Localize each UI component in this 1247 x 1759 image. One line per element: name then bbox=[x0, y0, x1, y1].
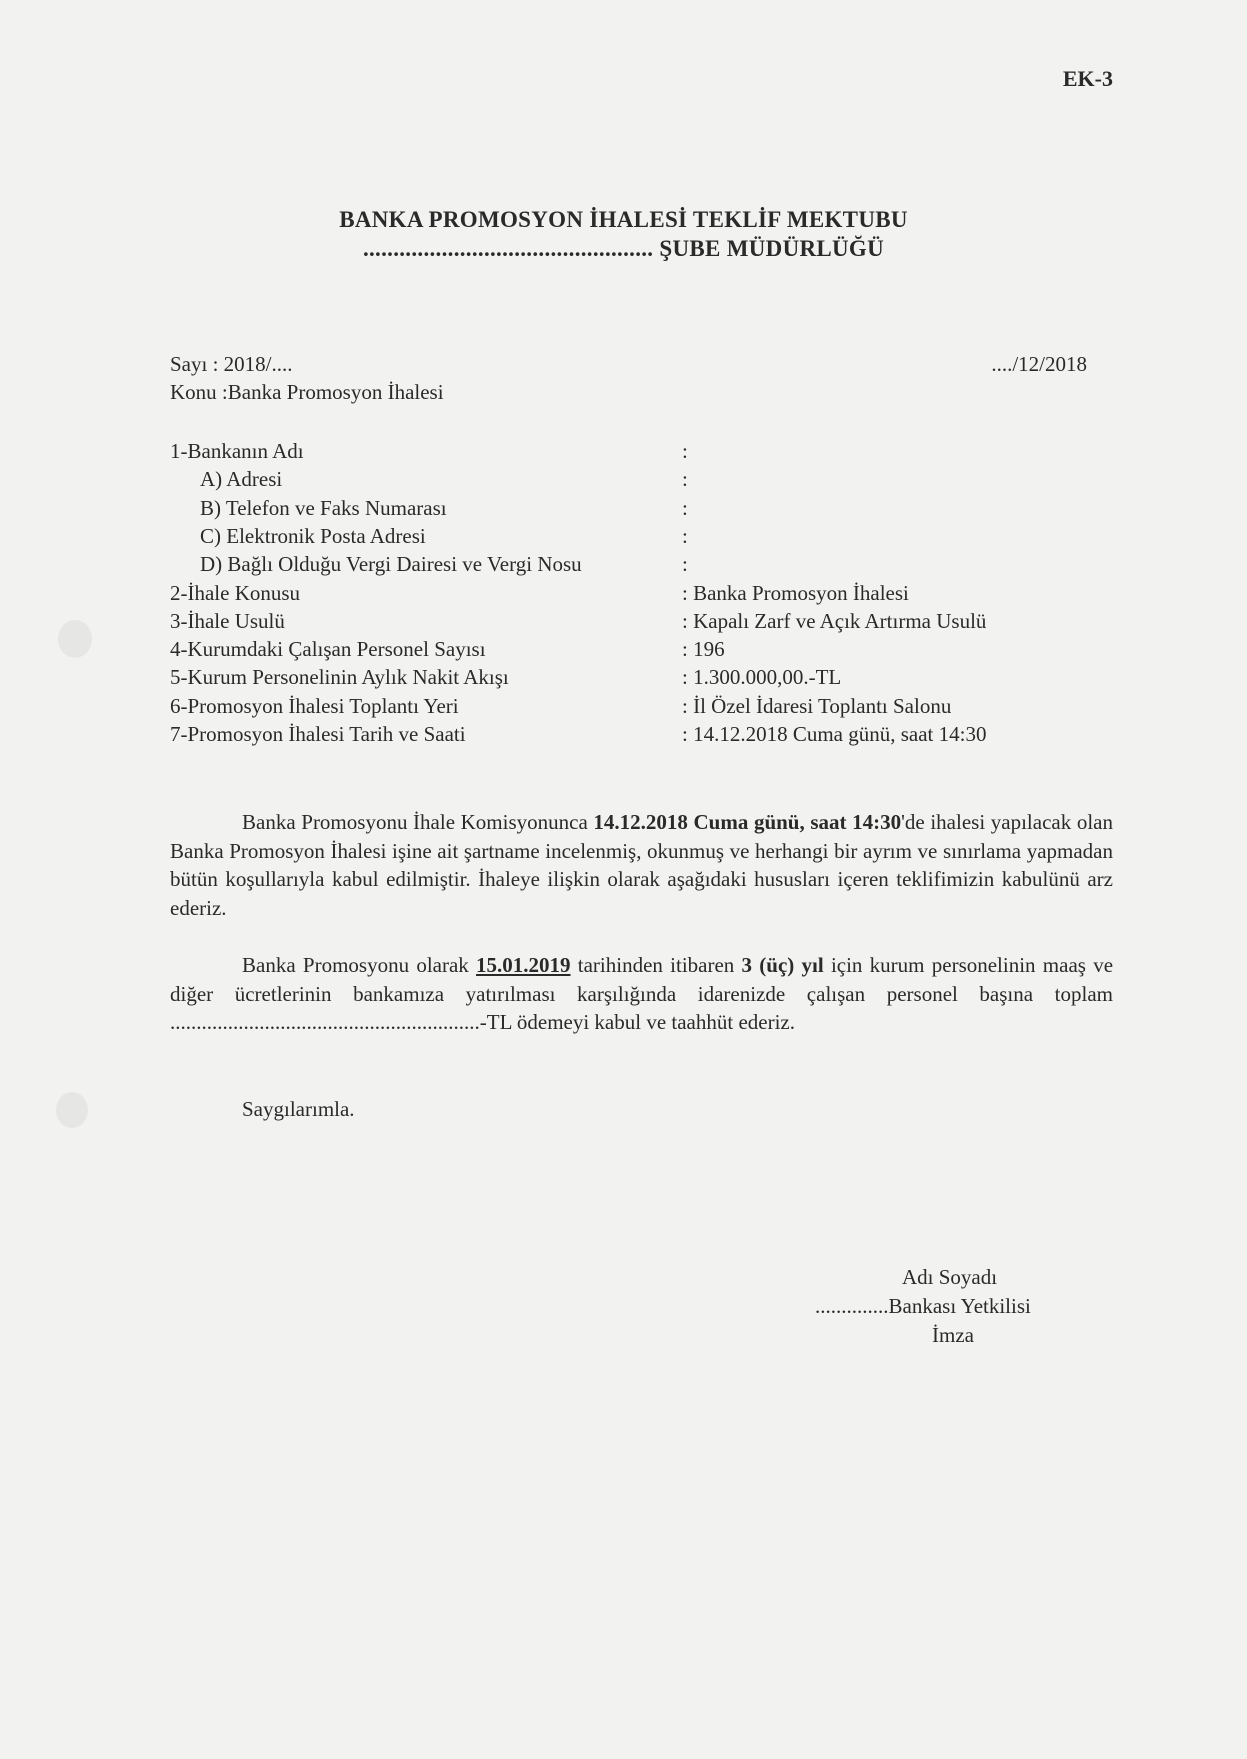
para2-duration: 3 (üç) yıl bbox=[741, 953, 824, 977]
field-value: : İl Özel İdaresi Toplantı Salonu bbox=[682, 694, 952, 718]
para1-datetime: 14.12.2018 Cuma günü, saat 14:30 bbox=[593, 810, 902, 834]
paragraph-offer bbox=[170, 951, 1113, 1037]
field-value: : bbox=[682, 439, 688, 463]
field-label: C) Elektronik Posta Adresi bbox=[200, 524, 426, 548]
field-value: : Banka Promosyon İhalesi bbox=[682, 581, 909, 605]
field-label: 3-İhale Usulü bbox=[170, 609, 285, 633]
field-value: : bbox=[682, 552, 688, 576]
field-label: 4-Kurumdaki Çalışan Personel Sayısı bbox=[170, 637, 486, 661]
field-label: 7-Promosyon İhalesi Tarih ve Saati bbox=[170, 722, 466, 746]
field-value: : bbox=[682, 524, 688, 548]
signature-sign: İmza bbox=[932, 1323, 974, 1347]
field-label: 1-Bankanın Adı bbox=[170, 439, 304, 463]
scan-hole-mark bbox=[56, 1092, 88, 1128]
subject-line: Konu :Banka Promosyon İhalesi bbox=[170, 380, 444, 404]
field-label: 5-Kurum Personelinin Aylık Nakit Akışı bbox=[170, 665, 509, 689]
closing-salutation: Saygılarımla. bbox=[242, 1097, 355, 1121]
signature-bank-officer: ..............Bankası Yetkilisi bbox=[815, 1294, 1031, 1318]
field-label: 2-İhale Konusu bbox=[170, 581, 301, 605]
field-value: : 14.12.2018 Cuma günü, saat 14:30 bbox=[682, 722, 987, 746]
field-value: : bbox=[682, 467, 688, 491]
para2-text-mid: tarihinden itibaren bbox=[570, 953, 742, 977]
letter-date: ..../12/2018 bbox=[991, 352, 1087, 376]
field-value: : bbox=[682, 496, 688, 520]
paragraph-acceptance bbox=[170, 808, 1113, 922]
para1-text-rest: 'de ihalesi yapılacak olan Banka Promosyon İhalesi işine ait şartname incelenmiş, okunmuş ve herhangi bir ayrım ve sınırlama yapmadan bütün koşullarıyla kabul edilmiştir. İhaleye ilişkin olarak aşağıdaki hususları içeren teklifimizin kabulünü arz ederiz. bbox=[170, 810, 1113, 920]
document-code: EK-3 bbox=[1062, 66, 1113, 91]
field-value: : Kapalı Zarf ve Açık Artırma Usulü bbox=[682, 609, 987, 633]
field-value: : 1.300.000,00.-TL bbox=[682, 665, 842, 689]
field-label: B) Telefon ve Faks Numarası bbox=[200, 496, 447, 520]
para2-text: Banka Promosyonu olarak bbox=[242, 953, 477, 977]
signature-name: Adı Soyadı bbox=[902, 1265, 998, 1289]
para2-text-rest: için kurum personelinin maaş ve diğer ücretlerinin bankamıza yatırılması karşılığında idarenizde çalışan personel başına toplam ...........................................................-TL ödemeyi kabul ve taahhüt ederiz. bbox=[170, 953, 1114, 1034]
reference-number: Sayı : 2018/.... bbox=[170, 352, 293, 376]
field-label: 6-Promosyon İhalesi Toplantı Yeri bbox=[170, 694, 459, 718]
field-value: : 196 bbox=[682, 637, 725, 661]
field-label: D) Bağlı Olduğu Vergi Dairesi ve Vergi Nosu bbox=[200, 552, 582, 576]
para1-text: Banka Promosyonu İhale Komisyonunca bbox=[242, 810, 594, 834]
branch-line: ................................................ ŞUBE MÜDÜRLÜĞÜ bbox=[362, 236, 885, 261]
para2-start-date: 15.01.2019 bbox=[476, 953, 571, 977]
field-label: A) Adresi bbox=[200, 467, 283, 491]
document-title: BANKA PROMOSYON İHALESİ TEKLİF MEKTUBU bbox=[339, 207, 908, 232]
scan-hole-mark bbox=[58, 620, 92, 658]
